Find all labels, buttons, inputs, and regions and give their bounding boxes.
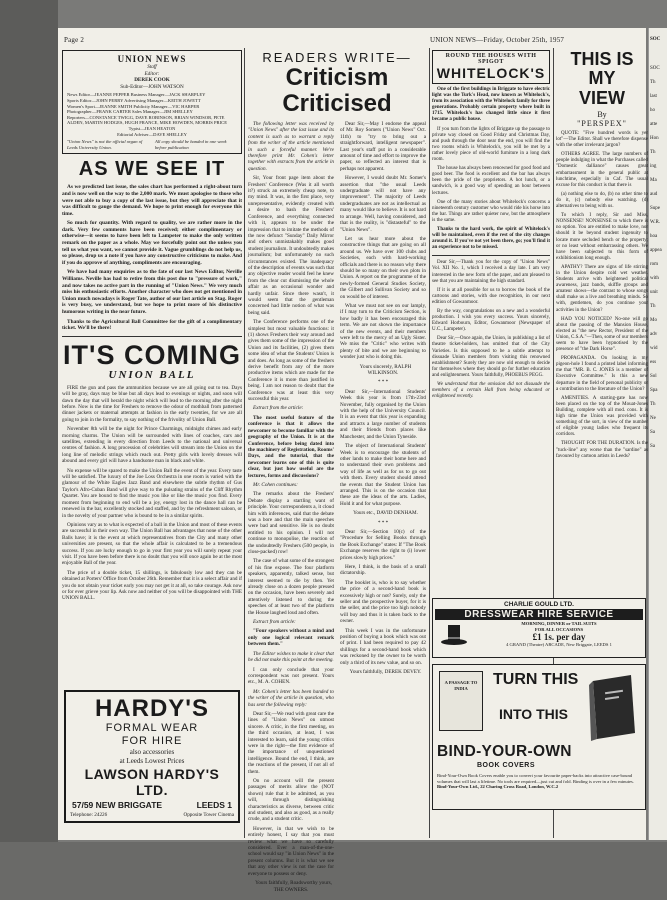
gould-address: 4 GRAND (Theatre) ARCADE, New Briggate, LEEDS 1 xyxy=(506,642,612,648)
into-this: INTO THIS xyxy=(499,706,568,722)
letter-paragraph: Dear Sir,—International Students' Week this year is from 17th-23rd November, fully organised by the Union with the help of the University Council. It is an event that this year is expanding and attracts a large number of students and their friends from places like Manchester, and the Union Tyneside. xyxy=(340,388,426,440)
staff-subtitle: Staff xyxy=(147,64,157,70)
editorial-paragraph: We have had many enquiries as to the fate of our last News Editor, Neville Williams. Neville has had to retire from this post due to "pressure of work," and now takes no active part in the running of "Union News." We very much miss his enthusiastic efforts. Another character who does not get mentioned in Union much nowadays is Roger Tate, author of our last article on Stag. Roger is very busy, we understand, but we hope to print more of his distinctive humorous writing in the near future. xyxy=(62,269,242,315)
hardys-prices: at Leeds Lowest Prices xyxy=(119,757,185,765)
gould-suits: MORNING, DINNER or TAIL SUITS xyxy=(521,621,597,626)
sub-editor: Sub-Editor—JOHN WATSON xyxy=(120,83,184,90)
bind-your-own-advert xyxy=(432,664,646,810)
letters-headline: Criticism Criticised xyxy=(282,64,392,117)
gould-company: CHARLIE GOULD LTD. xyxy=(504,601,574,608)
letters-kicker: READERS WRITE— xyxy=(262,50,412,65)
view-paragraph: QUOTE: "Five hundred words is yer lot"—The Editor. Shall we therefore dispense with the other irrelevant jargon? xyxy=(556,131,648,149)
peek-word: ess xyxy=(650,360,657,365)
bind-subtitle: BOOK COVERS xyxy=(477,762,536,769)
ball-subhead: UNION BALL xyxy=(108,368,196,381)
staff-line: News Editor—JEANNE PEPPER Business Manager—JACK SHARPLEY xyxy=(67,92,206,98)
view-paragraph: HAD YOU NOTICED? No-one will go about the passing of the Mansion House, elected as "the new Rector, President of the Union, C.S.A."—Then, some of our members seem to have been hypnotised by the presence of "the Dark Horse". xyxy=(556,316,648,353)
peek-word: Ne xyxy=(650,416,656,421)
letter-paragraph: This week I was in the unfortunate position of buying a book which was out of print. I had been required to pay 42 shillings for a second-hand book which was reckoned by the owner to be worth only a third of its new value, and so on. xyxy=(340,627,426,666)
letter-signature: Yours sincerely, RALPH WILKINSON. xyxy=(359,363,412,377)
peek-word: SOC xyxy=(650,66,660,71)
letter-paragraph: Let us hear more about the constructive things that are going on all around us. We have over 100 clubs and Societies, each with hard-working officials and there is no reason why there should be so many on their own plots in Union. A report on the programme of the newly-formed General Studies Society, the Gilbert and Sullivan Society and so on would be of interest. xyxy=(340,235,426,300)
hardys-company: LAWSON HARDY'S LTD. xyxy=(84,766,220,798)
letter-paragraph: The case of what some of the strongest of his fine expose. The four platform speakers, apparently, talked sense, but interest seemed to die by then. Yet already close on a dozen people pressed on the occasion, have been severely and attentively listened to during the speeches of at least two of the platform the House laughed loud and often. xyxy=(248,558,334,616)
peek-word: Th xyxy=(650,80,656,85)
column-letters xyxy=(248,50,426,893)
turn-this: TURN THIS xyxy=(493,671,579,688)
staff-line: Sports Editor—JOHN PERRY Advertising Manager—KEITH JOWETT xyxy=(67,97,201,103)
editorial-paragraph: As we predicted last issue, the sales chart has performed a right-about turn and is now well on the way to the 2,000 mark. We must apologise to those who were not able to buy a copy of the last issue, but they will appreciate that it was difficult to gauge the demand. We hope to print enough for everyone this time. xyxy=(62,184,242,217)
next-page-peek: SOC xyxy=(650,37,661,42)
top-hat-illustration xyxy=(439,621,469,651)
divider xyxy=(62,336,242,337)
editorial-paragraph: So much for quantity. With regard to quality, we are rather more in the dark. Very few comments have been received; either complimentary or otherwise—it seems to have been left to Lampeter to make the only written remark on the paper as a whole. May we forcefully point out the unless you tell us what you want, we cannot provide it. Vague grumblings do not help us, so please, drop us a note if you have any constructive criticisms to make. And if you do approve of anything, compliments are encouraging. xyxy=(62,220,242,266)
reply-heading: Mr. Cohen's letter has been handed to the writer of the article in question, who has sent the following reply: xyxy=(248,688,334,708)
column-view xyxy=(556,50,648,590)
bind-title: BIND-YOUR-OWN xyxy=(437,743,572,760)
whitelocks-paragraph: Thanks to the hard work, the spirit of Whitelock's will be maintained, even if the rest of the city changes around it. If you've not yet been there, go; you'll find it an experience not to be missed. xyxy=(432,226,550,251)
staff-line: Women's Sport—JEANNE SMITH Publicity Manager—VIC HARPER xyxy=(67,103,200,109)
ball-paragraph: No expense will be spared to make the Union Ball the event of the year. Every taste will be satisfied. The luxury of the Joe Loss Orchestra in one room is varied with the glamour of the White Eagles Jazz Band and elsewhere the subtle rhythm of Gus Taylor's Afro-Cuban Band will give way to the pulsating strains of the Cliff Rhythm Quartet. You are bound to find the music you like or like the music you find. Every moment from beginning to end will be a joy, energy lost in the dance hall can be renewed in the bar, excellently stocked and staffed, and by the refreshment saloon, or in the novelty of your partner who is bound to be in a similar spirits. xyxy=(62,467,242,519)
peek-word: Th xyxy=(650,304,656,309)
peek-word: unit xyxy=(650,290,658,295)
peek-word: atte xyxy=(650,122,658,127)
ball-headline: IT'S COMING xyxy=(63,339,241,370)
hardys-telephone: Telephone: 24226 xyxy=(70,812,108,818)
staff-line: Typist—JEAN HEATON xyxy=(128,125,176,131)
peek-word: wid xyxy=(650,346,658,351)
editor-name: DEREK COOK xyxy=(134,77,170,84)
hardys-advert xyxy=(64,690,240,823)
hardys-address: 57/59 NEW BRIGGATE xyxy=(72,800,163,810)
ball-paragraph: November 8th will be the night for Prince Charmings, midnight chimes and early morning charms. The Union will be surrounded with lines of coaches, cars and satellites, extending in every direction from Leeds to the national and universal centres of fashion. A long procession of celebrities will stream into the Union on the long line of melodic strings which reach out. Pretty girls with lovely dresses will abound and every girl will have a handsome man in black and white. xyxy=(62,426,242,465)
peek-word: Sa xyxy=(650,430,655,435)
peek-word: Th xyxy=(650,402,656,407)
peek-word: Sol xyxy=(650,374,657,379)
letter-signature: Yours etc., DAVID DENHAM. xyxy=(353,510,418,517)
letter-signature: I can only conclude that your correspondent was not present. Yours etc., M. A. COHEN. xyxy=(248,666,334,686)
letter-paragraph: Dear Sir,—Thank you for the copy of "Union News" Vol. XII No. 1, which I received a day late. I am very interested in the new form of the paper, and am pleased to see that you are maintaining the high standard. xyxy=(432,260,550,284)
view-paragraph: To which I reply, Sir and Miss, NONSENSE! NONSENSE to which there is no option. You are entitled to make love, nor should it be beyond student ingenuity to locate more secluded bench or the property; or no least without embarrassing others. We have been subjected to this form of exhibitionism long enough. xyxy=(556,213,648,261)
extract-text: The most useful feature of the conference is that it allows the newcomer to become familiar with the geography of the Union. It is at the Conference, before being dated into the machinery of Registration, Rooms' Days, and the tutorial, that the newcomer learns one of this is quite clear, but just how useful are the lectures, forms and discussions? xyxy=(248,414,334,479)
letters-intro: The following letter was received by "Union News" after the last issue and its content is such as to warrant a reply from the writer of the article mentioned in such a forceful manner. We're therefore print Mr. Cohen's letter together with extracts from the article in question. xyxy=(248,121,334,172)
letter-paragraph: What we must not see on our lamply, if I may turn to the Criticism Section, is how badly it has been encouraged this term. We are not shown the importance of the new events, and their members were left to the mercy of an Ugly Sister. We miss the "Critic" who writes with plenty of bite and we are beginning to wonder just who is doing this. xyxy=(340,302,426,361)
peek-word: appea xyxy=(650,248,662,253)
view-paragraph: OTHERS AGREE. The large numbers of people indulging in what the Purchases called "Domestic dalliance" causes great embarrassment in the general public at lunchtime, especially in Caf. The usual excuse for this conduct is that there is xyxy=(556,152,648,188)
letter-paragraph: However, I would doubt Mr. Somer's assertion that "the usual Leeds undergraduate will not have any improvement". The majority of Leeds undergraduates are not as intellectual as many would like to believe. It is not hard to arrange. Well, having considered, and that is the reality, is "distasteful" to the "Union News". xyxy=(340,175,426,233)
letter-paragraph: By the way, congratulations on a new and a wonderful production. I wish you every success. Yours sincerely, Edward Horbourn, Editor, Gowanmoor (Newspaper of U.C., Lampeter). xyxy=(432,309,550,333)
whitelocks-paragraph: If you turn from the lights of Briggate up the passage to private way closed on Good Friday and Christmas Day, and push through the door near the end, you will find the two rooms which is Whitelock's, you will be met by a rather lovely piece of old-world furniture in a long dark room. xyxy=(432,126,550,163)
peek-word: Sa xyxy=(650,444,655,449)
staff-line: Photographer—FRANK CARTER Sales Manager—JIM SHELLEY xyxy=(67,109,193,115)
letter-paragraph: The Conference performs one of the simplest but most valuable functions: it (1) shows Freshers their way around and gives them some of the impression of the Union and its facilities, (2) gives them some idea of what the Students' Union is and does. As long as some of the freshers derive benefit from any of the more productive items which are made for the Conference it is more than justified in being. I am not reason to doubt that the Conference was at least this very successful this year. xyxy=(248,319,334,403)
view-paragraph: (a) nothing else to do, (b) no other time to do it, (c) nobody else watching. (d) alternatives to being with us. xyxy=(556,191,648,210)
view-paragraph: THOUGHT FOR THE DURATION. Is the "tuck-line" any worse than the "sardine" as favoured by cartoon artists in Leeds? xyxy=(556,441,648,459)
round-the-houses: ROUND THE HOUSES WITH SPIGOT xyxy=(445,53,537,65)
staff-title: UNION NEWS xyxy=(117,54,187,64)
bound-book-illustration xyxy=(583,673,641,743)
letter-paragraph: Dear Sir,—Once again, the Union, in publishing a list of theatre ticket-holders, has omitted that of the City Varieties. Is this supposed to be a subtle attempt to dissuade Union members from visiting this renowned establishment? Surely they are now old enough to decide for themselves where they should go for further education and enlightenment. Yours faithfully, PHOEBUS PEGG. xyxy=(432,336,550,378)
running-head: UNION NEWS—Friday, October 25th, 1957 xyxy=(430,36,565,44)
hardys-city: LEEDS 1 xyxy=(196,800,232,810)
staff-line: Reporters—CONSTANCE TWIGG, DAVE ROBINSON, BRIAN WINDSOR, PETE ALDEN, MARTIN HODGES, HUGH FRANCE, MIKE HOWDEN, MORRIS PRICE xyxy=(67,114,227,126)
divider xyxy=(432,255,550,256)
peek-word: Supe xyxy=(650,206,660,211)
gould-price: £1 1s. per day xyxy=(532,632,586,643)
hardys-accessories: also accessories xyxy=(129,748,175,756)
ball-paragraph: The price of a double ticket, 15 shillings, is fabulously low and they can be obtained at Porters' Office from October 26th. Remember that it is a select affair and if you do not obtain your ticket early you may not get it at all, so take courage. Ask now or for ever grieve your lip. Ask now and neither of you will be disappointed with THE UNION BALL. xyxy=(62,569,242,602)
ball-paragraph: FIRE the gun and pass the ammunition because we are all going out to tea. Days will be gray, days may be blue but all days lead to evenings or nights, and soon will dawn the day that will herald the night which will lead to the morning after the night before. Now is the time for Freshers to remove the odour of mothball from patterned dinner jackets or maternal attempts at fashion in the early twenties, for we are all going to join in the formality, to say nothing of the frivolity of Union Ball. xyxy=(62,384,242,423)
view-paragraph: PROPAGANDA. On looking in my pigeon-hole I found a printed label informing me that "MR. B. C. JONES is a member of Executive Committee." Is this a new departure in the field of personal publicity or a contribution to the literature of the Union? xyxy=(556,356,648,392)
view-paragraph: AMENITIES. A starting-gate has now been placed on the top of the Mouat-Jones Building, complete with all mod. cons. It is high time the Union was provided with something of the sort, in view of the number of eligible young ladies who frequent its corridors. xyxy=(556,395,648,438)
letter-paragraph: Sir, Your front page item about the Freshers' Conference (Was it all worth it?) struck an extremely cheap note, to my mind. It was, in the first place, very unrepresentative, evidently created with a desire to bash the Freshers' Conference, and everything connected with it, appears to be under the impression that to imitate the methods of the now defunct "Sunday" Daily Mirror and others unmistakably makes good student journalism. It undoubtedly makes journalism; but unfortunately no such circumstances existed. The inadequacy of the description of events was such that any objective reader would feel he knew from the clear cut dismissing the whole affair as an occasional wonder and hardly unfair. Since there wasn't, it would seem that the gentleman concerned had little notion of what was being said. xyxy=(248,175,335,316)
view-by: By xyxy=(597,110,607,119)
peek-word: Ma xyxy=(650,178,657,183)
reply-paragraph: Dear Sir,—We read with great care the lines of "Union News" on utmost sincere. A critic, in the first meeting, on the third occasion, at least, I was interested to learn, said the young critics were in the right—the first evidence of the importance of unquestioned intelligence. Bound the end, I think, are the reactions of the present, if not all of them. xyxy=(248,710,334,775)
peek-word: W.R. xyxy=(650,220,661,225)
peek-column xyxy=(650,62,666,832)
editorial-headline: AS WE SEE IT xyxy=(78,158,226,181)
peek-word: Th xyxy=(650,150,656,155)
editor-note: The Editor wishes to make it clear that he did not make this point at the meeting. xyxy=(248,650,334,664)
view-title: THIS IS MY xyxy=(570,49,634,88)
staff-footer-right: All copy should be handed in one week before publication xyxy=(155,139,227,150)
hardys-title: HARDY'S xyxy=(94,695,210,722)
bind-address: Bind-Your-Own Ltd., 22 Charing Cross Road, London, W.C.2 xyxy=(437,784,559,790)
newspaper-page xyxy=(58,28,648,893)
staff-box xyxy=(62,50,242,154)
gould-advert xyxy=(432,598,646,658)
peek-word: ho xyxy=(650,108,655,113)
column-rule xyxy=(244,48,245,838)
editorial-paragraph: Thanks to the Agricultural Ball Committee for the gift of a complimentary ticket. We'll be there! xyxy=(62,318,242,332)
letter-paragraph: Dear Sir,—May I endorse the appeal of Mr. Roy Somers ("Union News" Oct. 11th) to "try to bring out a straightforward, intelligent newspaper". Last year's staff put in a considerable amount of time and effort to improve the paper, so reflected an interest that is perhaps not apparent. xyxy=(340,121,426,172)
page-folio: Page 2 xyxy=(64,36,85,44)
view-paragraph: APATHY? There are signs of life stirring in the Union despite cold wet weather. Students arrive with heightened political awareness, jazz bands, skiffle groups and amateur shows—the contrast to whose songs shall make us a live and breathing minds. So with, gentlemen, do you continue your activities in the Union? xyxy=(556,264,648,313)
hardys-for-hire: FOR HIRE xyxy=(121,735,183,747)
gould-title: DRESSWEAR HIRE SERVICE xyxy=(435,609,643,620)
peek-word: last xyxy=(650,94,657,99)
letter-paragraph: The object of International Students' Week is to encourage the students of other lands to make their home here and to understand their own problems and way of life as well as for us to go out with them. Every student should attend the events that the Student Union has arranged. This is on the occasion that these are the ideas of the arts. Ladies, Hold it and for what purpose. xyxy=(340,443,426,507)
peek-word: hoa xyxy=(650,234,658,239)
letter-separator: * * * xyxy=(377,379,389,386)
peek-word: aud xyxy=(650,192,658,197)
letter-paragraph: Dear Sir,—Section 10(c) of the "Procedure for Selling Books through the Book Exchange" states: If "The Book Exchange reserves the right to (i) lower prices slowly high prices." xyxy=(340,528,426,561)
letter-paragraph: The booklet is, who is to say whether the price of a second-hand book is excessively high or not? Surely, only the seller and the prospective buyer, for it is the seller, and the price too high nobody will buy and thus it is taken back to the owner. xyxy=(340,579,426,625)
staff-line: Editorial Adviser—DAVE SHELLEY xyxy=(117,131,187,137)
staff-footer-left: "Union News" is not the official organ of Leeds University Union. xyxy=(67,139,143,150)
whitelocks-paragraph: The house has always been renowned for good food and good beer. The food is excellent and the bar has always been the pride of the proprietors. A hot lunch, or a sandwich, is a good way of spending an hour between lectures. xyxy=(432,166,550,196)
background-left xyxy=(0,0,58,900)
hardys-opposite: Opposite Tower Cinema xyxy=(183,812,234,818)
reply-signature: Yours faithfully, Roadsworthy yours, THE OWNERS. xyxy=(255,880,332,893)
continues-label: Mr. Cohen continues: xyxy=(253,481,298,488)
reply-paragraph: On no account will the present passages of merits allow the (NOT shown) rule that it be admitted, as you will, through distinguishing characteristics as diverse, between critic and student, and also as good, as a really crude, and a student critic. xyxy=(248,778,334,823)
extract-label-2: Extract from article: xyxy=(253,619,296,626)
ball-paragraph: Opinions vary as to what is expected of a ball in the Union and most of these events are successful in their own way. The Union Ball has advantages that none of the other Balls have; it is the event at which representatives from the City and many other universities are present, so that the whole affair is calculated to be a tremendous success. If you are lucky enough to go in your first year you will surely repeat your visit. If you have been before there is no doubt that you will once again be at the most enjoyable Ball of the year. xyxy=(62,521,242,567)
column-rule xyxy=(429,48,430,838)
letter-paragraph: Here, I think, is the basis of a small dictatorship. xyxy=(340,564,426,577)
reply-paragraph: However, in that we wish to be entirely honest, I say that you must review what we have so carefully considered. Ever a man-of-the-one-school would say "in Union News" in the present columns. But it is what we see that any other view is not the case for everyone to possess or deny. xyxy=(248,825,334,877)
letter-paragraph: The remarks about the Freshers' Debate display a startling want of principle. Your correspondents a, it cloud him with inferences, said that the debate was a bore and that the main speeches were bad and sensitive. He is no doubt entitled to his opinion. I will not continue to monopolise, the reaction of the undoubtedly Freshers (500 people, in close-packed) row! xyxy=(248,491,334,555)
whitelocks-paragraph: One of the many stories about Whitelock's concerns a nineteenth century customer who would ride his horse into the bar. Things are rather quieter now, but the atmosphere is the same. xyxy=(432,199,550,223)
peek-word: Mo xyxy=(650,318,657,323)
whitelocks-header xyxy=(432,50,550,84)
view-author: "PERSPEX" xyxy=(577,119,627,128)
letter-paragraph: If it is at all possible for us to borrow the book of the cartoons and stories, with due recognition, in our next edition of Gowanmoor. xyxy=(432,287,550,305)
peek-word: ing xyxy=(650,164,657,169)
view-title-2: VIEW xyxy=(578,88,625,108)
extract-label: Extract from the article: xyxy=(253,405,304,412)
peek-word: rom xyxy=(650,262,659,267)
paperback-title: A PASSAGE TO INDIA xyxy=(444,680,478,691)
bind-description: Bind-Your-Own Book Covers enable you to convert your favourite paper-backs into attractive case-bound volumes that will last a lifetime. No tools are required—just cut and fold. Binding is over in a few minutes. xyxy=(437,773,634,784)
peek-word: Hon xyxy=(650,136,659,141)
editor-comment: We understand that the omission did not dissuade the members of a certain Hall from being educated or enlightened recently. xyxy=(432,382,550,400)
whitelocks-paragraph: One of the first buildings in Briggate to have electric light was the Turk's Head, now known as Whitelock's, from its association with the Whitelock family for three generations. Probably certain property where built in 1715. Whitelock's has changed little since it first became a public house. xyxy=(432,87,550,123)
peek-word: Spa xyxy=(650,388,658,393)
extract-text-2: "Four speakers without a mind and only one logical relevant remark between them." xyxy=(248,628,334,648)
letter-separator: * * * xyxy=(377,519,389,526)
letter-signature: Yours faithfully, DEREK DEVEY. xyxy=(349,669,422,676)
peek-word: adv xyxy=(650,332,658,337)
editor-label: Editor: xyxy=(144,70,160,77)
paperback-book xyxy=(439,671,483,731)
hardys-formal: FORMAL WEAR xyxy=(105,722,199,734)
gould-occasions: FOR ALL OCCASIONS xyxy=(534,626,584,632)
whitelocks-title: WHITELOCK'S xyxy=(436,65,546,81)
peek-word: with xyxy=(650,276,659,281)
